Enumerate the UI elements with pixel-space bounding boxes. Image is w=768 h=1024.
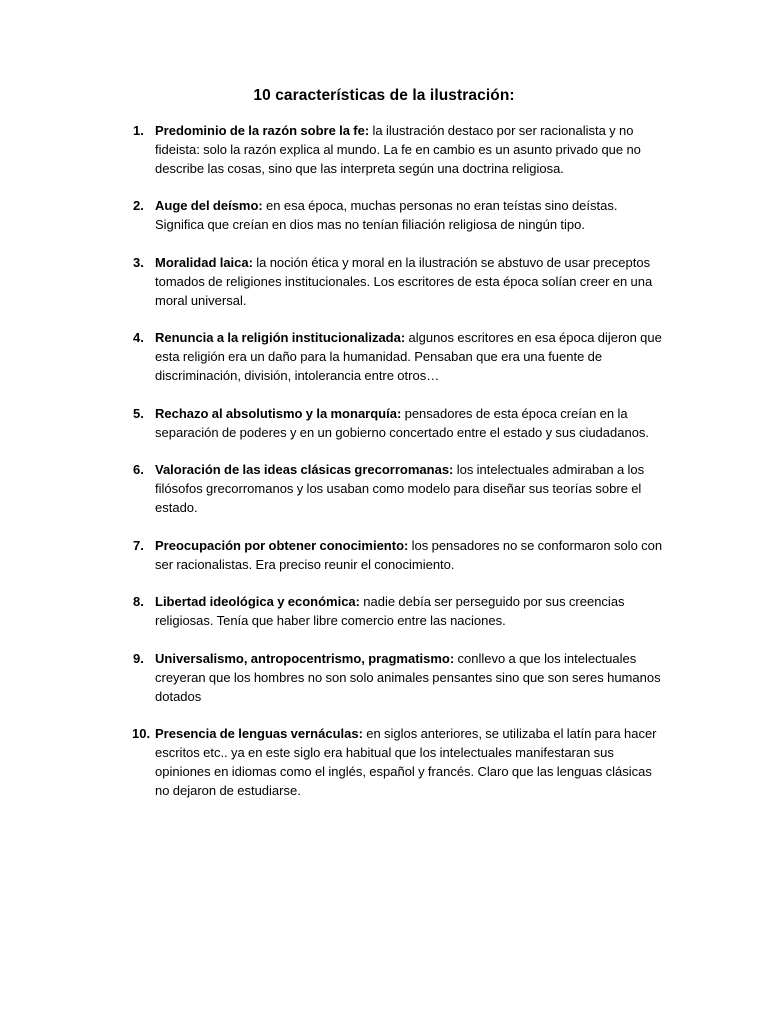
characteristics-list	[0, 122, 768, 820]
item-text	[155, 725, 663, 800]
list-item	[0, 197, 768, 235]
item-number: 5.	[133, 405, 144, 421]
item-body: en esa época, muchas personas no eran teístas sino deístas. Significa que creían en dios mas no tenían filiación religiosa de ningún tipo.	[155, 198, 618, 233]
item-body: nadie debía ser perseguido por sus creencias religiosas. Tenía que haber libre comercio entre las naciones.	[155, 594, 625, 629]
item-text	[155, 650, 663, 706]
list-item	[0, 329, 768, 385]
item-heading: Preocupación por obtener conocimiento:	[155, 537, 409, 553]
item-body: la ilustración destaco por ser racionalista y no fideista: solo la razón explica al mundo. La fe en cambio es un asunto privado que no describe las cosas, sino que las interpreta según una doctrina religiosa.	[155, 123, 641, 176]
item-body: pensadores de esta época creían en la separación de poderes y en un gobierno concertado entre el estado y sus ciudadanos.	[155, 405, 650, 440]
item-text	[155, 537, 663, 575]
item-number: 10.	[132, 726, 151, 742]
item-body: los intelectuales admiraban a los filósofos grecorromanos y los usaban como modelo para diseñar sus teorías sobre el estado.	[155, 462, 645, 515]
item-heading: Presencia de lenguas vernáculas:	[155, 726, 363, 742]
list-item	[0, 122, 768, 178]
list-item	[0, 725, 768, 800]
item-number: 1.	[133, 123, 144, 138]
list-item	[0, 650, 768, 706]
item-heading: Auge del deísmo:	[155, 198, 263, 214]
item-body: la noción ética y moral en la ilustración se abstuvo de usar preceptos tomados de religiones institucionales. Los escritores de esta época solían creer en una moral universal.	[155, 254, 653, 308]
item-number: 8.	[133, 594, 144, 610]
item-number: 7.	[133, 537, 144, 553]
item-number: 4.	[133, 330, 144, 346]
item-number: 6.	[133, 462, 144, 478]
item-heading: Libertad ideológica y económica:	[155, 594, 360, 610]
item-heading: Predominio de la razón sobre la fe:	[155, 123, 370, 138]
item-text	[155, 461, 663, 517]
item-number: 2.	[133, 198, 144, 214]
item-text	[155, 254, 663, 310]
item-heading: Renuncia a la religión institucionalizada:	[155, 330, 406, 346]
item-text	[155, 593, 663, 631]
item-heading: Universalismo, antropocentrismo, pragmatismo:	[155, 650, 455, 666]
item-heading: Valoración de las ideas clásicas grecorromanas:	[155, 462, 454, 478]
list-item	[0, 405, 768, 443]
list-item	[0, 593, 768, 631]
item-text	[155, 405, 663, 443]
item-body: conllevo a que los intelectuales creyeran que los hombres no son solo animales pensantes sino que son seres humanos dotados	[155, 650, 661, 704]
list-item	[0, 537, 768, 575]
document-title: 10 características de la ilustración:	[253, 87, 515, 104]
item-heading: Rechazo al absolutismo y la monarquía:	[155, 405, 402, 421]
item-body: en siglos anteriores, se utilizaba el latín para hacer escritos etc.. ya en este siglo era habitual que los intelectuales manifestaran sus opiniones en idiomas como el inglés, español y francés. Claro que las lenguas clásicas no dejaron de estudiarse.	[155, 726, 657, 798]
item-number: 3.	[133, 254, 144, 270]
list-item	[0, 254, 768, 310]
item-body: algunos escritores en esa época dijeron que esta religión era un daño para la humanidad. Pensaban que era una fuente de discriminación, división, intolerancia entre otros…	[155, 330, 662, 383]
item-body: los pensadores no se conformaron solo con ser racionalistas. Era preciso reunir el conocimiento.	[155, 537, 663, 572]
item-text	[155, 329, 663, 385]
item-text	[155, 122, 663, 178]
list-item	[0, 461, 768, 517]
item-text	[155, 197, 663, 235]
item-number: 9.	[133, 650, 144, 666]
item-heading: Moralidad laica:	[155, 254, 253, 270]
